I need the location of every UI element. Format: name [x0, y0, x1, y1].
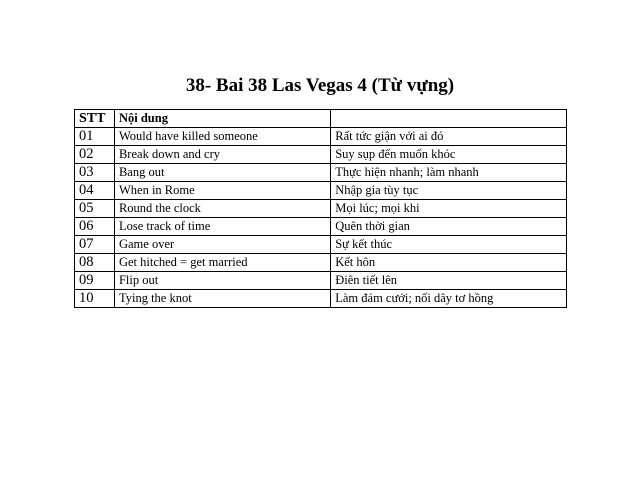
vietnamese-meaning: Điên tiết lên — [331, 272, 567, 290]
header-content: Nội dung — [114, 110, 330, 128]
vietnamese-meaning: Mọi lúc; mọi khi — [331, 200, 567, 218]
table-row — [75, 218, 567, 236]
english-phrase: Flip out — [114, 272, 330, 290]
table-row — [75, 290, 567, 308]
table-header-row — [75, 110, 567, 128]
table-row — [75, 146, 567, 164]
row-number: 09 — [75, 272, 115, 290]
table-row — [75, 236, 567, 254]
row-number: 05 — [75, 200, 115, 218]
table-row — [75, 128, 567, 146]
header-stt: STT — [75, 110, 115, 128]
vietnamese-meaning: Làm đám cưới; nối dây tơ hồng — [331, 290, 567, 308]
row-number: 02 — [75, 146, 115, 164]
row-number: 08 — [75, 254, 115, 272]
english-phrase: Lose track of time — [114, 218, 330, 236]
row-number: 06 — [75, 218, 115, 236]
row-number: 04 — [75, 182, 115, 200]
english-phrase: When in Rome — [114, 182, 330, 200]
english-phrase: Would have killed someone — [114, 128, 330, 146]
row-number: 07 — [75, 236, 115, 254]
vietnamese-meaning: Rất tức giận với ai đó — [331, 128, 567, 146]
english-phrase: Tying the knot — [114, 290, 330, 308]
vocab-table — [74, 109, 567, 308]
english-phrase: Round the clock — [114, 200, 330, 218]
english-phrase: Bang out — [114, 164, 330, 182]
vietnamese-meaning: Thực hiện nhanh; làm nhanh — [331, 164, 567, 182]
table-row — [75, 272, 567, 290]
table-row — [75, 164, 567, 182]
english-phrase: Break down and cry — [114, 146, 330, 164]
vietnamese-meaning: Nhập gia tùy tục — [331, 182, 567, 200]
vietnamese-meaning: Kết hôn — [331, 254, 567, 272]
row-number: 01 — [75, 128, 115, 146]
english-phrase: Get hitched = get married — [114, 254, 330, 272]
row-number: 03 — [75, 164, 115, 182]
table-row — [75, 254, 567, 272]
english-phrase: Game over — [114, 236, 330, 254]
table-row — [75, 182, 567, 200]
page-title: 38- Bai 38 Las Vegas 4 (Từ vựng) — [185, 75, 455, 96]
vietnamese-meaning: Quên thời gian — [331, 218, 567, 236]
vietnamese-meaning: Suy sụp đến muốn khóc — [331, 146, 567, 164]
row-number: 10 — [75, 290, 115, 308]
header-empty — [331, 110, 567, 128]
table-row — [75, 200, 567, 218]
vietnamese-meaning: Sự kết thúc — [331, 236, 567, 254]
